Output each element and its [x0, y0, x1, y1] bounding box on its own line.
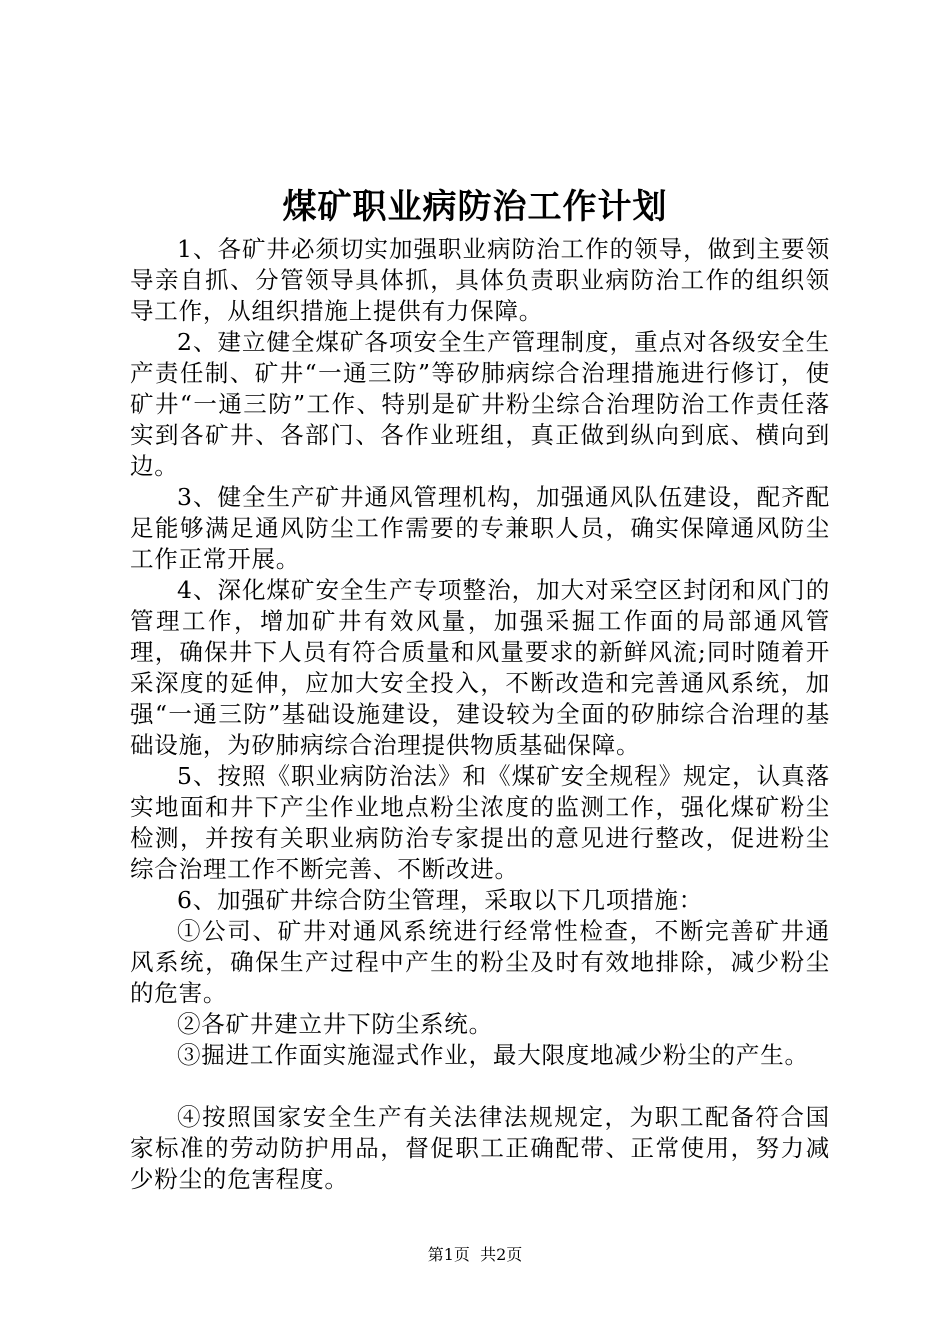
page-footer	[0, 1243, 950, 1267]
document-title: 煤矿职业病防治工作计划	[282, 187, 668, 227]
measure-4: ④按照国家安全生产有关法律法规规定，为职工配备符合国家标准的劳动防护用品，督促职工正确配带、正常使用，努力减少粉尘的危害程度。	[130, 1103, 830, 1193]
paragraph-6: 6、加强矿井综合防尘管理，采取以下几项措施：	[177, 886, 704, 914]
paragraph-1: 1、各矿井必须切实加强职业病防治工作的领导，做到主要领导亲自抓、分管领导具体抓，具体负责职业病防治工作的组织领导工作，从组织措施上提供有力保障。	[130, 235, 830, 325]
measure-3: ③掘进工作面实施湿式作业，最大限度地减少粉尘的产生。	[177, 1041, 809, 1069]
page-number: 第1页	[427, 1245, 470, 1264]
paragraph-2: 2、建立健全煤矿各项安全生产管理制度，重点对各级安全生产责任制、矿井“一通三防”等矽肺病综合治理措施进行修订，使矿井“一通三防”工作、特别是矿井粉尘综合治理防治工作责任落实到各矿井、各部门、各作业班组，真正做到纵向到底、横向到边。	[130, 328, 830, 480]
paragraph-4: 4、深化煤矿安全生产专项整治，加大对采空区封闭和风门的管理工作，增加矿井有效风量，加强采掘工作面的局部通风管理，确保井下人员有符合质量和风量要求的新鲜风流;同时随着开采深度的延伸，应加大安全投入，不断改造和完善通风系统，加强“一通三防”基础设施建设，建设较为全面的矽肺综合治理的基础设施，为矽肺病综合治理提供物质基础保障。	[130, 576, 830, 759]
measure-2: ②各矿井建立井下防尘系统。	[177, 1010, 493, 1038]
document-body	[130, 234, 830, 1195]
paragraph-3: 3、健全生产矿井通风管理机构，加强通风队伍建设，配齐配足能够满足通风防尘工作需要的专兼职人员，确实保障通风防尘工作正常开展。	[130, 483, 830, 573]
paragraph-5: 5、按照《职业病防治法》和《煤矿安全规程》规定，认真落实地面和井下产尘作业地点粉尘浓度的监测工作，强化煤矿粉尘检测，并按有关职业病防治专家提出的意见进行整改，促进粉尘综合治理工作不断完善、不断改进。	[130, 762, 830, 883]
measure-1: ①公司、矿井对通风系统进行经常性检查，不断完善矿井通风系统，确保生产过程中产生的粉尘及时有效地排除，减少粉尘的危害。	[130, 917, 830, 1007]
page-total: 共2页	[480, 1245, 523, 1264]
